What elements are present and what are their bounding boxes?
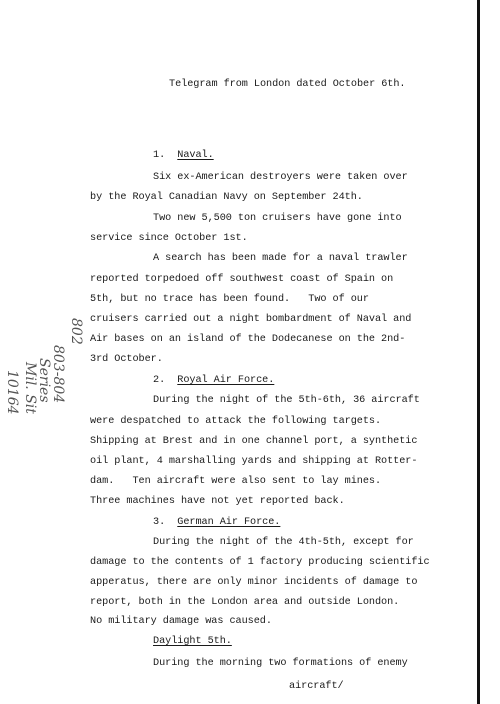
text-line: Shipping at Brest and in one channel port, a synthetic [90,436,418,447]
text-line: by the Royal Canadian Navy on September 24th. [90,192,363,203]
text-line: Air bases on an island of the Dodecanese on the 2nd- [90,334,406,345]
margin-note-reference: 10164 [4,370,20,415]
text-line: reported torpedoed off southwest coast of Spain on [90,274,394,285]
section-number: 3. [153,517,166,528]
section-title: Naval. [177,150,214,161]
section-number: 2. [153,375,166,386]
text-line: report, both in the London area and outside London. [90,597,400,608]
text-line: A search has been made for a naval trawler [153,253,408,264]
text-line: dam. Ten aircraft were also sent to lay mines. [90,476,382,487]
subheading-daylight: Daylight 5th. [153,636,232,647]
section-number: 1. [153,150,166,161]
text-line: During the night of the 5th-6th, 36 aircraft [153,395,420,406]
catchword: aircraft/ [289,681,344,692]
text-line: During the morning two formations of enemy [153,658,408,669]
text-line: cruisers carried out a night bombardment of Naval and [90,314,412,325]
telegram-header: Telegram from London dated October 6th. [169,79,406,90]
text-line: oil plant, 4 marshalling yards and shipping at Rotter- [90,456,418,467]
page-edge-line [477,0,480,704]
text-line: 5th, but no trace has been found. Two of our [90,294,369,305]
margin-note-subject: Mil. Sit [22,362,38,414]
section-heading-naval [153,150,214,162]
text-line: service since October 1st. [90,233,248,244]
text-line: Three machines have not yet reported back. [90,496,345,507]
text-line: No military damage was caused. [90,616,272,627]
margin-note-range: 803-804 [50,345,66,404]
margin-note-number: 802 [68,318,84,345]
text-line: apperatus, there are only minor incidents of damage to [90,577,418,588]
margin-note-series: Series [36,358,52,403]
section-heading-gaf [153,517,280,529]
section-heading-raf [153,375,274,387]
text-line: During the night of the 4th-5th, except for [153,537,414,548]
text-line: were despatched to attack the following targets. [90,416,382,427]
text-line: Two new 5,500 ton cruisers have gone into [153,213,402,224]
text-line: Six ex-American destroyers were taken over [153,172,408,183]
section-title: German Air Force. [177,517,281,528]
section-title: Royal Air Force. [177,375,275,386]
text-line: 3rd October. [90,354,163,365]
text-line: damage to the contents of 1 factory producing scientific [90,557,430,568]
